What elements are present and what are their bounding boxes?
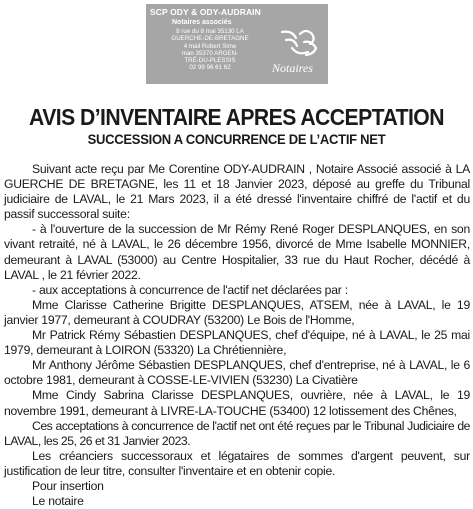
notary-logo xyxy=(146,4,328,84)
paragraph-intro: Suivant acte reçu par Me Corentine ODY-AUDRAIN , Notaire Associé associé à LA GUERCHE DE BRETAGNE, les 11 et 18 Janvier 2023, déposé au greffe du Tribunal judiciaire de LAVAL, le 21 Mars 2023, il a été dressé l'inventaire chiffré de l'actif et du passif successoral suite: xyxy=(4,162,470,222)
address-line: GUERCHE-DE-BRETAGNE xyxy=(171,35,249,43)
paragraph-heir: Mme Cindy Sabrina Clarisse DESPLANQUES, ouvrière, née à LAVAL, le 19 novembre 1991, demeurant à LIVRE-LA-TOUCHE (53400) 12 lotissement des Chênes, xyxy=(4,388,470,418)
address-line: 02 99 96 61 62 xyxy=(189,64,231,72)
notice-title: AVIS D’INVENTAIRE APRES ACCEPTATION xyxy=(29,104,444,130)
address-line: man 35370 ARGEN- xyxy=(181,49,239,57)
paragraph-acceptances: - aux acceptations à concurrence de l'actif net déclarées par : xyxy=(32,282,348,297)
paragraph-heir: Mme Clarisse Catherine Brigitte DESPLANQUES, ATSEM, née à LAVAL, le 19 janvier 1977, demeurant à COUDRAY (53200) Le Bois de l'Homme, xyxy=(4,297,470,327)
address-line: 8 rue du 8 mai 35130 LA xyxy=(176,28,244,35)
firm-associates: Notaires associés xyxy=(172,19,232,26)
firm-name: SCP ODY & ODY-AUDRAIN xyxy=(150,7,261,17)
paragraph-heir: Mr Patrick Rémy Sébastien DESPLANQUES, chef d'équipe, né à LAVAL, le 25 mai 1979, demeurant à LOIRON (53320) La Chrétiennière, xyxy=(4,328,470,358)
notaires-brand: Notaires xyxy=(272,61,313,75)
notice-body xyxy=(4,162,470,509)
paragraph-succession: - à l'ouverture de la succession de Mr Rémy René Roger DESPLANQUES, en son vivant retraité, né à LAVAL, le 26 décembre 1956, divorcé de Mme Isabelle MONNIER, demeurant à LAVAL (53000) au Centre Hospitalier, 33 rue du Haut Rocher, décédé à LAVAL , le 21 février 2022. xyxy=(4,222,470,282)
signature: Le notaire xyxy=(32,494,84,509)
closing-text: Pour insertion xyxy=(32,478,104,493)
paragraph-creditors: Les créanciers successoraux et légataires de sommes d'argent peuvent, sur justification de leur titre, consulter l'inventaire et en obtenir copie. xyxy=(4,448,470,478)
address-line: 4 mail Robert Sime xyxy=(183,42,237,50)
paragraph-heir: Mr Anthony Jérôme Sébastien DESPLANQUES, chef d'entreprise, né à LAVAL, le 6 octobre 1981, demeurant à COSSE-LE-VIVIEN (53230) La Civatière xyxy=(4,358,470,388)
firm-address xyxy=(154,28,266,72)
notice-subtitle: SUCCESSION A CONCURRENCE DE L’ACTIF NET xyxy=(87,131,386,147)
paragraph-tribunal: Ces acceptations à concurrence de l'actif net ont été reçues par le Tribunal Judiciaire de LAVAL, les 25, 26 et 31 Janvier 2023. xyxy=(4,418,470,448)
address-line: TRÉ-DU-PLESSIS xyxy=(184,57,236,65)
notaires-emblem-icon xyxy=(278,28,322,58)
